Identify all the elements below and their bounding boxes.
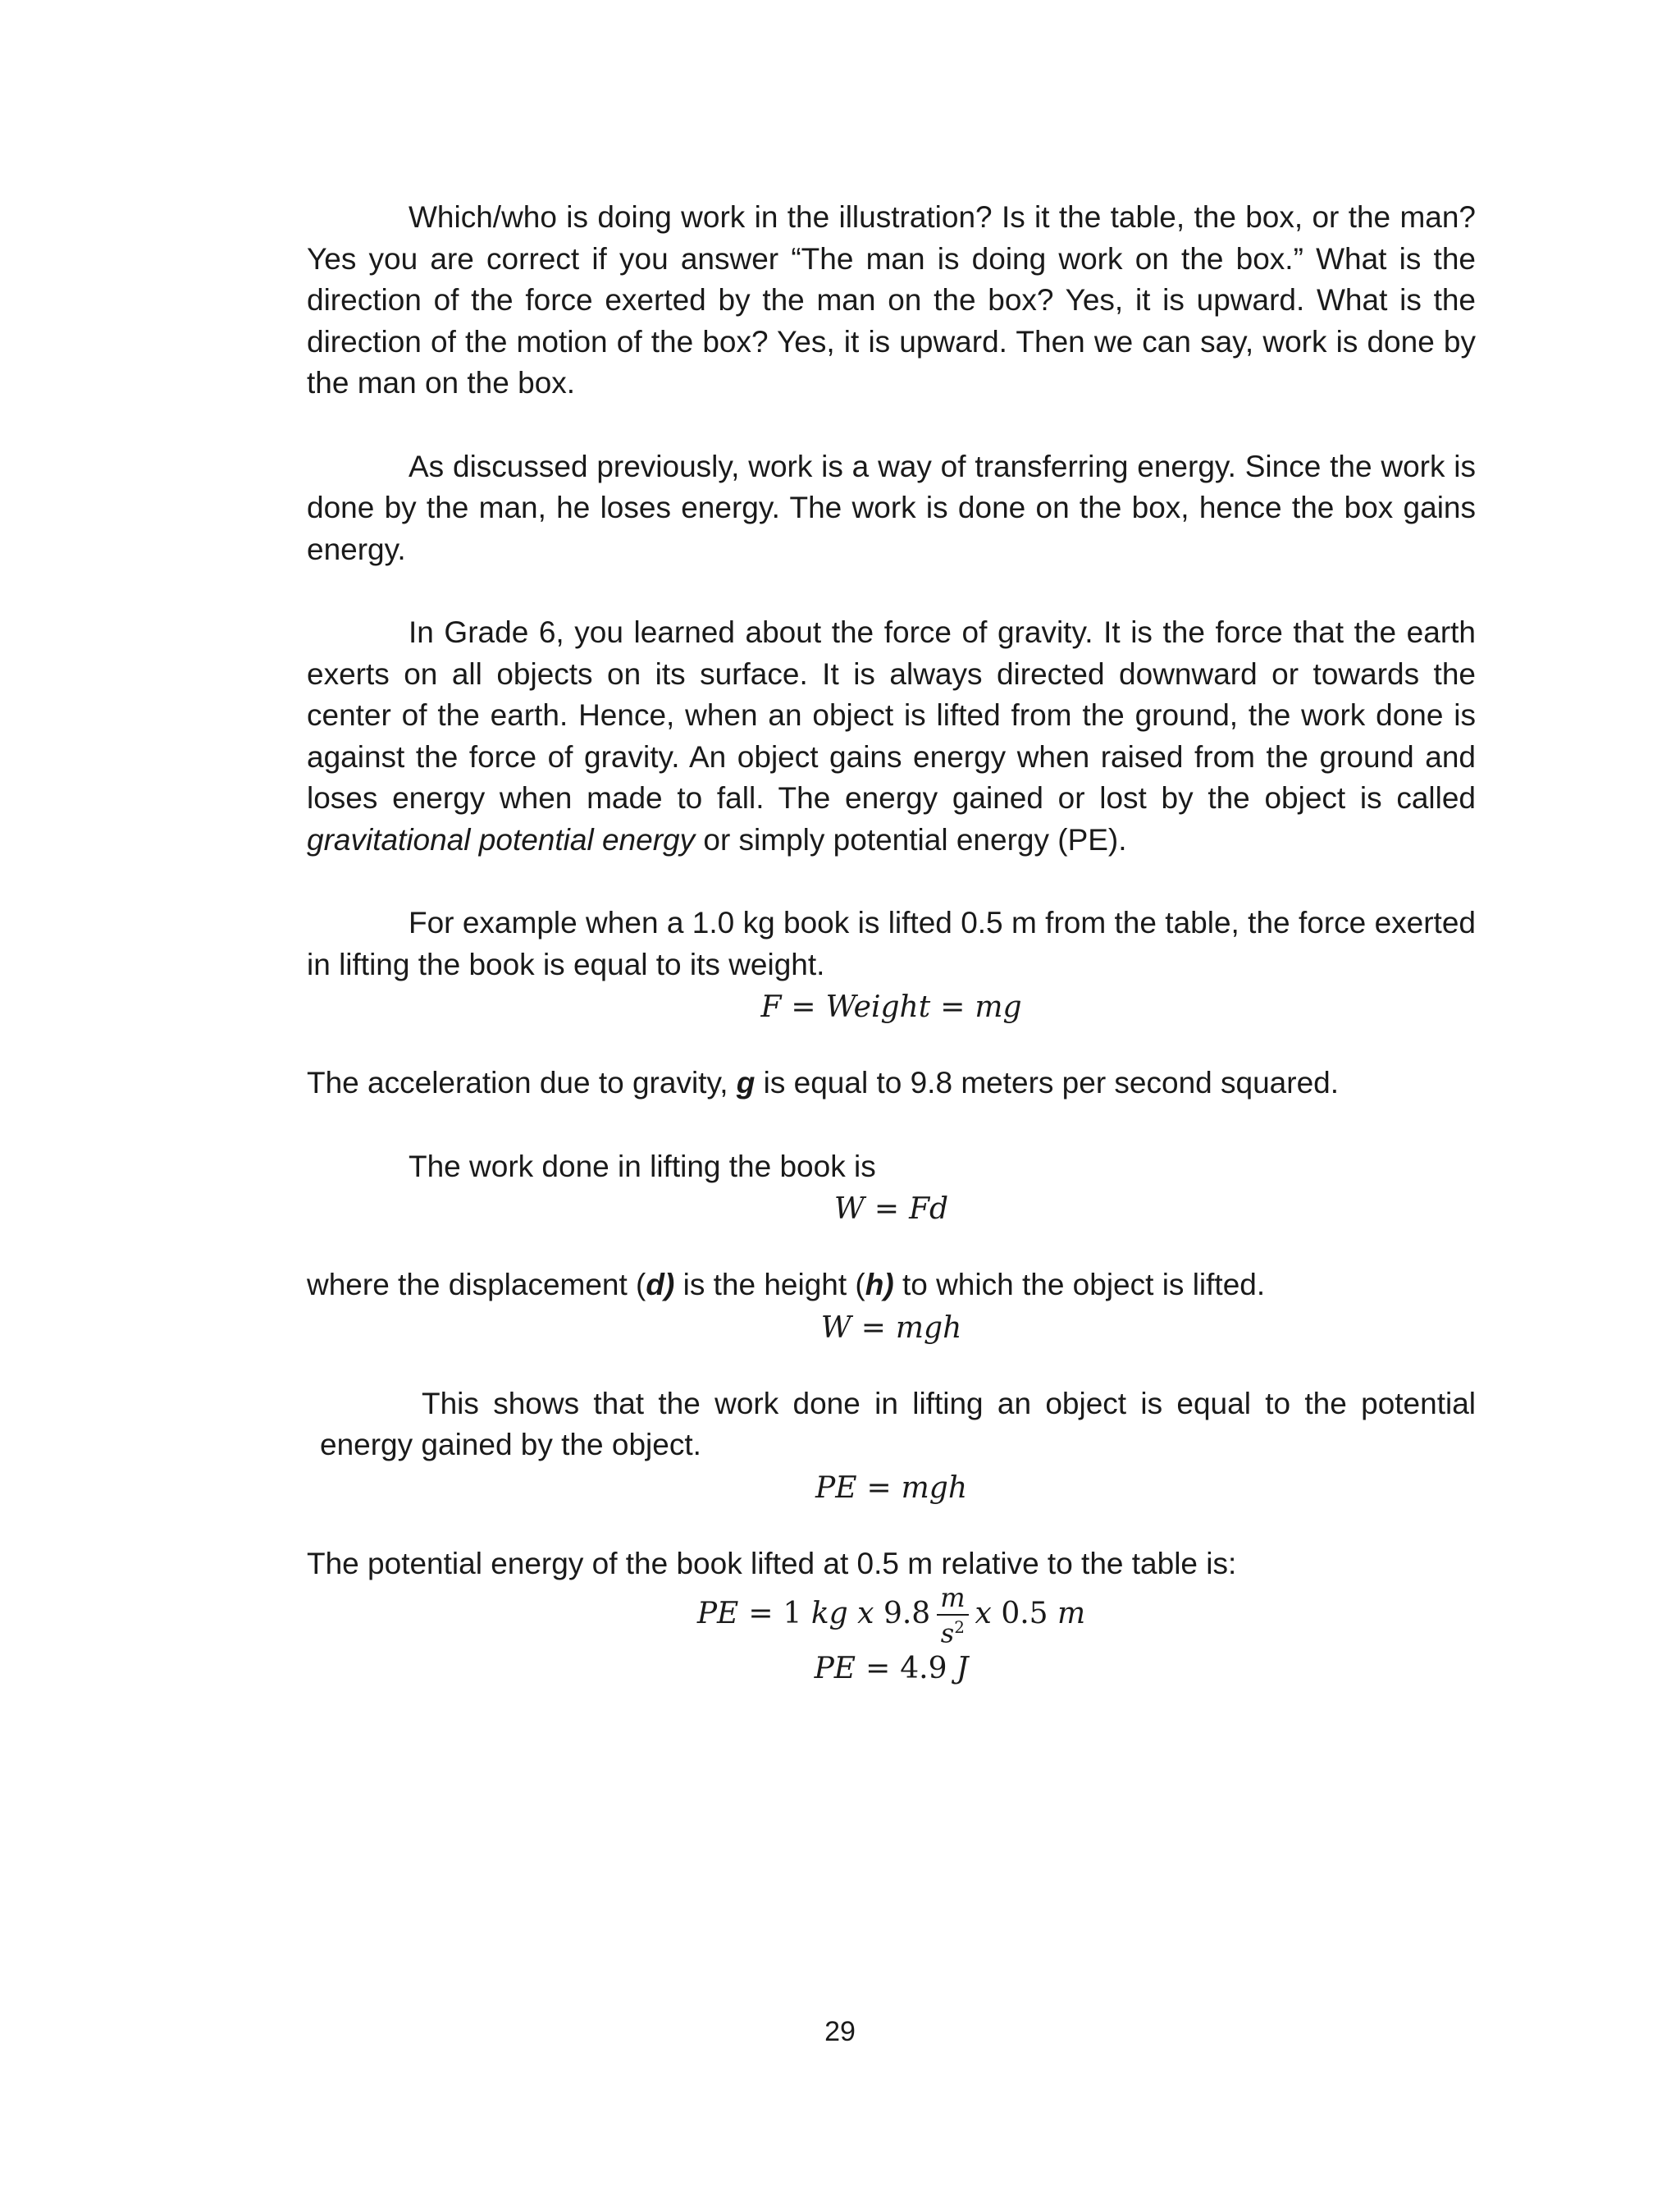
eq2-op: =	[874, 1192, 900, 1226]
equation-work-fd	[307, 1187, 1476, 1232]
eq5-denominator-base: s	[940, 1617, 955, 1649]
eq5-lhs: PE	[696, 1596, 739, 1630]
paragraph-conclusion: This shows that the work done in lifting an object is equal to the potential energy gained by the object.	[320, 1386, 1476, 1461]
document-body	[307, 197, 1476, 1691]
eq5-op: =	[748, 1596, 774, 1630]
eq6-op: =	[865, 1651, 891, 1685]
eq5-m-unit: m	[1057, 1596, 1086, 1630]
paragraph-displacement	[307, 1264, 1476, 1306]
eq6-value: 4.9	[900, 1651, 947, 1685]
variable-h: h)	[865, 1268, 894, 1301]
eq3-lhs: W	[820, 1310, 851, 1345]
eq5-denominator-exponent: 2	[954, 1617, 965, 1637]
eq2-lhs: W	[833, 1192, 865, 1226]
paragraph-example: For example when a 1.0 kg book is lifted 0.5 m from the table, the force exerted in lifting the book is equal to its weight.	[307, 906, 1476, 981]
equation-pe-mgh	[307, 1466, 1476, 1511]
eq4-lhs: PE	[815, 1470, 857, 1505]
paragraph-gravity-text: In Grade 6, you learned about the force of gravity. It is the force that the earth exerts on all objects on its surface. It is always directed downward or towards the center of the earth. Hence, when an object is lifted from the ground, the work done is against the force of gravity. An object gains energy when raised from the ground and loses energy when made to fall. The energy gained or lost by the object is called	[307, 615, 1476, 815]
eq5-times-1: x	[857, 1596, 874, 1630]
eq5-times-2: x	[975, 1596, 992, 1630]
eq5-gravity-value: 9.8	[883, 1596, 931, 1630]
paragraph-energy-transfer: As discussed previously, work is a way of transferring energy. Since the work is done by the man, he loses energy. The work is done on the box, hence the box gains energy.	[307, 449, 1476, 566]
eq5-fraction-denominator	[937, 1616, 968, 1647]
eq2-rhs: Fd	[909, 1192, 949, 1226]
eq5-fraction	[937, 1584, 968, 1647]
eq3-op: =	[861, 1310, 886, 1345]
eq5-height-value: 0.5	[1001, 1596, 1048, 1630]
variable-d: d)	[646, 1268, 675, 1301]
eq1-op1: =	[791, 990, 816, 1024]
paragraph-acceleration-text: The acceleration due to gravity,	[307, 1066, 737, 1100]
paragraph-displacement-mid: is the height (	[674, 1268, 865, 1301]
eq4-op: =	[866, 1470, 892, 1505]
paragraph-work-done: The work done in lifting the book is	[409, 1149, 876, 1183]
term-gravitational-potential-energy: gravitational potential energy	[307, 822, 696, 857]
eq6-unit: J	[956, 1651, 969, 1685]
eq1-mid: Weight	[825, 990, 931, 1024]
eq4-rhs: mgh	[901, 1470, 968, 1505]
paragraph-displacement-end: to which the object is lifted.	[893, 1268, 1266, 1301]
paragraph-displacement-text: where the displacement (	[307, 1268, 646, 1301]
variable-g: g	[736, 1066, 756, 1100]
eq3-rhs: mgh	[895, 1310, 962, 1345]
equation-work-mgh	[307, 1306, 1476, 1351]
paragraph-work-illustration: Which/who is doing work in the illustration? Is it the table, the box, or the man? Yes you are correct if you answer “The man is doing work on the box.” What is the direction of the force exerted by the man on the box? Yes, it is upward. What is the direction of the motion of the box? Yes, it is upward. Then we can say, work is done by the man on the box.	[307, 200, 1476, 400]
page-number: 29	[824, 2016, 856, 2047]
eq1-lhs: F	[760, 990, 782, 1024]
eq6-lhs: PE	[814, 1651, 856, 1685]
paragraph-acceleration-end: is equal to 9.8 meters per second squared.	[755, 1066, 1340, 1100]
paragraph-gravity-end: or simply potential energy (PE).	[695, 822, 1127, 857]
eq5-kg-unit: kg	[810, 1596, 848, 1630]
eq5-mass-value: 1	[783, 1596, 802, 1630]
eq1-op2: =	[940, 990, 966, 1024]
equation-pe-result	[307, 1647, 1476, 1691]
eq5-fraction-numerator: m	[937, 1584, 968, 1616]
paragraph-gravity	[307, 612, 1476, 861]
paragraph-acceleration	[307, 1063, 1476, 1104]
equation-force-weight	[307, 985, 1476, 1030]
equation-pe-substitution	[307, 1584, 1476, 1647]
eq1-rhs: mg	[975, 990, 1022, 1024]
paragraph-pe-book: The potential energy of the book lifted at 0.5 m relative to the table is:	[307, 1546, 1237, 1580]
